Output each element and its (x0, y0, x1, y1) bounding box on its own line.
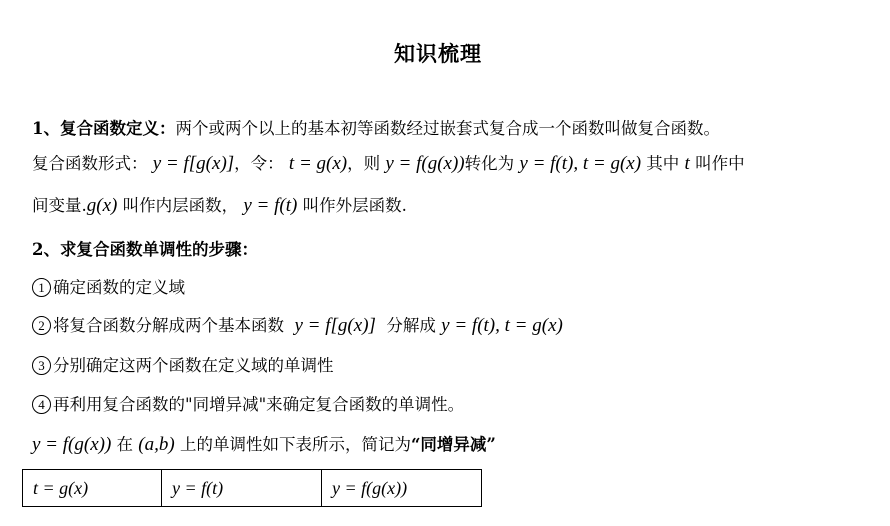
inner-expr: g(x) (86, 195, 118, 216)
outer-expr: y = f(t) (243, 195, 298, 216)
step-text: 分别确定这两个函数在定义域的单调性 (53, 356, 334, 375)
step-3 (32, 352, 334, 376)
step-expr2: y = f(t), t = g(x) (441, 315, 563, 336)
t-var: t (684, 153, 690, 174)
step-text: 将复合函数分解成两个基本函数 (53, 316, 284, 335)
line3-prefix: 间变量. (32, 196, 87, 215)
summary-line (32, 431, 496, 456)
definition-text: 两个或两个以上的基本初等函数经过嵌套式复合成一个函数叫做复合函数。 (175, 119, 720, 138)
step-text: 确定函数的定义域 (53, 278, 185, 297)
summary-expr: y = f(g(x)) (32, 434, 112, 455)
step-number: 1 (32, 278, 51, 297)
outer-text: 叫作外层函数. (302, 196, 407, 215)
middle-text: 其中 (646, 154, 680, 173)
form-line (32, 150, 745, 175)
let-text: ，令： (234, 154, 284, 173)
summary-interval: (a,b) (138, 434, 175, 455)
table-row (23, 470, 482, 507)
layer-line (32, 192, 407, 217)
step-4 (32, 391, 464, 415)
step-2 (32, 312, 563, 337)
middle-var-text: 叫作中 (695, 154, 745, 173)
form-label: 复合函数形式： (32, 154, 148, 173)
definition-line (32, 115, 720, 139)
then-expr: y = f(g(x)) (385, 153, 465, 174)
then-text: ，则 (347, 154, 381, 173)
step-text: 再利用复合函数的"同增异减"来确定复合函数的单调性。 (53, 395, 465, 414)
step-number: 4 (32, 395, 51, 414)
summary-in: 在 (116, 435, 134, 454)
table-header-cell: t = g(x) (23, 470, 162, 507)
monotonicity-table (22, 469, 482, 507)
page-title: 知识梳理 (394, 41, 482, 66)
form-expr: y = f[g(x)] (152, 153, 235, 174)
step-text2: 分解成 (386, 316, 436, 335)
section2-heading: 2、求复合函数单调性的步骤： (32, 240, 258, 259)
let-expr: t = g(x) (288, 153, 348, 174)
step-expr: y = f[g(x)] (294, 315, 376, 336)
convert-expr: y = f(t), t = g(x) (519, 153, 642, 174)
step-number: 3 (32, 356, 51, 375)
section1-heading: 1、复合函数定义： (32, 119, 176, 138)
summary-bold: “同增异减” (410, 435, 496, 454)
step-number: 2 (32, 316, 51, 335)
table-header-cell: y = f(t) (162, 470, 322, 507)
summary-text: 上的单调性如下表所示，简记为 (179, 435, 411, 454)
step-1 (32, 274, 185, 298)
inner-text: 叫作内层函数， (122, 196, 239, 215)
convert-text: 转化为 (464, 154, 515, 173)
table-header-cell: y = f(g(x)) (322, 470, 482, 507)
